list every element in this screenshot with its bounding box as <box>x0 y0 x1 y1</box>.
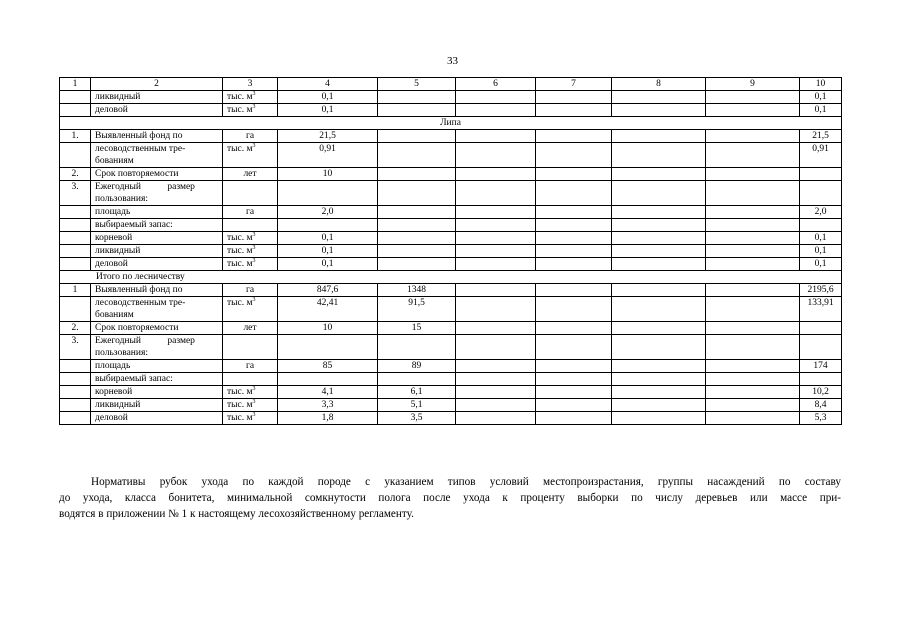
value-cell: 4,1 <box>278 386 378 399</box>
row-label: Ежегодный размер <box>95 182 195 192</box>
page-number: 33 <box>447 55 458 67</box>
table-row <box>60 143 842 168</box>
unit-sup: 3 <box>252 103 256 110</box>
row-number: 2. <box>60 322 91 335</box>
unit-text: тыс. м <box>227 298 253 308</box>
row-label: площадь <box>91 360 223 373</box>
unit-text: тыс. м <box>227 144 253 154</box>
value-cell: 85 <box>278 360 378 373</box>
footnote-paragraph <box>59 474 841 522</box>
table-row <box>60 297 842 322</box>
row-label: деловой <box>91 258 223 271</box>
table-row <box>60 130 842 143</box>
total-cell: 2,0 <box>800 206 842 219</box>
unit-cell: га <box>223 284 278 297</box>
value-cell: 21,5 <box>278 130 378 143</box>
row-label: деловой <box>91 412 223 425</box>
unit-cell <box>223 143 278 168</box>
row-label: корневой <box>91 386 223 399</box>
table-row <box>60 206 842 219</box>
col-header-1: 1 <box>60 78 91 91</box>
table-row <box>60 91 842 104</box>
row-number: 2. <box>60 168 91 181</box>
value-cell: 2,0 <box>278 206 378 219</box>
row-label: ликвидный <box>91 91 223 104</box>
row-label: Срок повторяемости <box>91 168 223 181</box>
col-header-9: 9 <box>706 78 800 91</box>
row-label: лесоводственным тре- <box>95 298 186 308</box>
header-row <box>60 78 842 91</box>
total-cell: 0,1 <box>800 245 842 258</box>
value-cell: 0,91 <box>278 143 378 168</box>
unit-cell <box>223 399 278 412</box>
row-label-cont: бованиям <box>95 156 134 166</box>
unit-cell <box>223 386 278 399</box>
value-cell: 3,3 <box>278 399 378 412</box>
row-label-cont: пользования: <box>95 194 148 204</box>
row-label: Срок повторяемости <box>91 322 223 335</box>
value-cell: 847,6 <box>278 284 378 297</box>
unit-cell <box>223 258 278 271</box>
table-row <box>60 104 842 117</box>
row-number: 1 <box>60 284 91 297</box>
value-cell: 0,1 <box>278 232 378 245</box>
unit-cell <box>223 245 278 258</box>
unit-cell: лет <box>223 322 278 335</box>
unit-text: тыс. м <box>227 233 253 243</box>
value-cell: 0,1 <box>278 258 378 271</box>
unit-text: тыс. м <box>227 92 253 102</box>
unit-text: тыс. м <box>227 246 253 256</box>
table-row <box>60 360 842 373</box>
col-header-4: 4 <box>278 78 378 91</box>
row-number: 1. <box>60 130 91 143</box>
value-cell: 10 <box>278 168 378 181</box>
value-cell: 6,1 <box>378 386 456 399</box>
col-header-5: 5 <box>378 78 456 91</box>
row-label: площадь <box>91 206 223 219</box>
unit-cell: лет <box>223 168 278 181</box>
unit-sup: 3 <box>252 90 256 97</box>
value-cell: 1,8 <box>278 412 378 425</box>
total-cell: 174 <box>800 360 842 373</box>
unit-cell <box>223 91 278 104</box>
unit-sup: 3 <box>252 231 256 238</box>
table-row <box>60 245 842 258</box>
table-row <box>60 232 842 245</box>
value-cell: 3,5 <box>378 412 456 425</box>
footnote-line-2: до ухода, класса бонитета, минимальной сомкнутости полога после ухода к проценту выборки по числу деревьев или массе при- <box>59 492 841 504</box>
row-label: выбираемый запас: <box>91 219 223 232</box>
section-title: Липа <box>60 117 842 130</box>
unit-sup: 3 <box>252 385 256 392</box>
total-cell: 0,1 <box>800 232 842 245</box>
unit-sup: 3 <box>252 411 256 418</box>
unit-cell: га <box>223 130 278 143</box>
table-row <box>60 386 842 399</box>
value-cell: 0,1 <box>278 245 378 258</box>
total-cell: 21,5 <box>800 130 842 143</box>
col-header-3: 3 <box>223 78 278 91</box>
unit-cell <box>223 297 278 322</box>
unit-cell: га <box>223 206 278 219</box>
table-row <box>60 284 842 297</box>
unit-cell <box>223 412 278 425</box>
total-cell: 0,1 <box>800 91 842 104</box>
unit-cell: га <box>223 360 278 373</box>
value-cell: 91,5 <box>378 297 456 322</box>
section-row-lipa <box>60 117 842 130</box>
unit-sup: 3 <box>252 398 256 405</box>
col-header-8: 8 <box>612 78 706 91</box>
row-label: Ежегодный размер <box>95 336 195 346</box>
table-row <box>60 412 842 425</box>
row-label: ликвидный <box>91 399 223 412</box>
unit-text: тыс. м <box>227 105 253 115</box>
total-cell: 133,91 <box>800 297 842 322</box>
footnote-line-3: водятся в приложении № 1 к настоящему лесохозяйственному регламенту. <box>59 508 414 520</box>
total-cell: 0,1 <box>800 104 842 117</box>
value-cell: 1348 <box>378 284 456 297</box>
table-row <box>60 219 842 232</box>
value-cell: 0,1 <box>278 91 378 104</box>
unit-sup: 3 <box>252 244 256 251</box>
value-cell: 15 <box>378 322 456 335</box>
unit-cell <box>223 104 278 117</box>
col-header-10: 10 <box>800 78 842 91</box>
table-row <box>60 322 842 335</box>
total-cell: 0,1 <box>800 258 842 271</box>
table-row <box>60 258 842 271</box>
row-label: Выявленный фонд по <box>91 284 223 297</box>
total-cell: 0,91 <box>800 143 842 168</box>
table-row <box>60 181 842 206</box>
unit-sup: 3 <box>252 257 256 264</box>
col-header-7: 7 <box>536 78 612 91</box>
row-label: лесоводственным тре- <box>95 144 186 154</box>
unit-sup: 3 <box>252 142 256 149</box>
row-label-cont: бованиям <box>95 310 134 320</box>
unit-text: тыс. м <box>227 400 253 410</box>
footnote-line-1: Нормативы рубок ухода по каждой породе с указанием типов условий местопроизрастания, группы насаждений по составу <box>91 476 841 488</box>
total-cell: 5,3 <box>800 412 842 425</box>
value-cell: 5,1 <box>378 399 456 412</box>
row-number: 3. <box>60 335 91 360</box>
col-header-2: 2 <box>91 78 223 91</box>
unit-text: тыс. м <box>227 387 253 397</box>
unit-text: тыс. м <box>227 413 253 423</box>
table-row <box>60 399 842 412</box>
value-cell: 42,41 <box>278 297 378 322</box>
row-number: 3. <box>60 181 91 206</box>
unit-cell <box>223 232 278 245</box>
value-cell: 0,1 <box>278 104 378 117</box>
unit-text: тыс. м <box>227 259 253 269</box>
row-label: выбираемый запас: <box>91 373 223 386</box>
harvest-table <box>59 77 842 425</box>
table-row <box>60 335 842 360</box>
section-title: Итого по лесничеству <box>60 271 842 284</box>
unit-sup: 3 <box>252 296 256 303</box>
section-row-itogo <box>60 271 842 284</box>
row-label: Выявленный фонд по <box>91 130 223 143</box>
table-row <box>60 168 842 181</box>
row-label: ликвидный <box>91 245 223 258</box>
row-label: корневой <box>91 232 223 245</box>
row-label-cont: пользования: <box>95 348 148 358</box>
value-cell: 89 <box>378 360 456 373</box>
total-cell: 8,4 <box>800 399 842 412</box>
total-cell: 10,2 <box>800 386 842 399</box>
value-cell: 10 <box>278 322 378 335</box>
table-row <box>60 373 842 386</box>
total-cell: 2195,6 <box>800 284 842 297</box>
row-label: деловой <box>91 104 223 117</box>
col-header-6: 6 <box>456 78 536 91</box>
